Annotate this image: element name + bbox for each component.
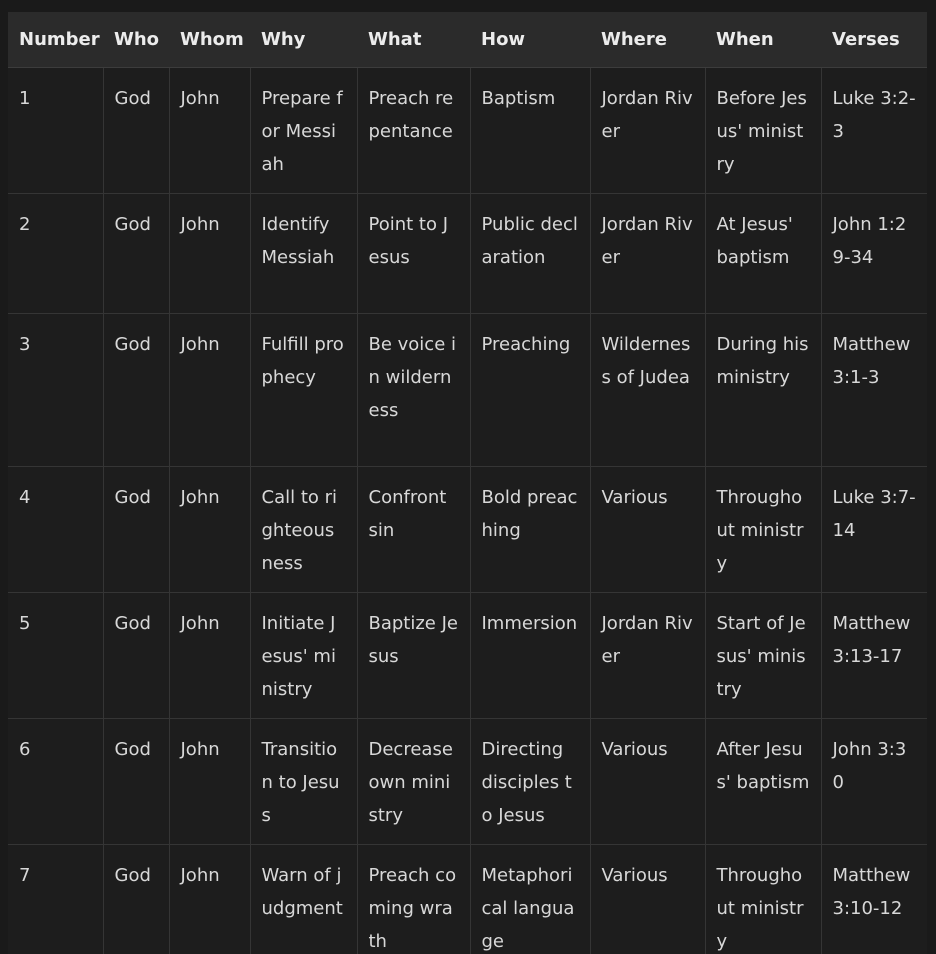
cell-who: God: [103, 467, 169, 593]
cell-how: Bold preaching: [470, 467, 590, 593]
cell-number: 5: [8, 593, 103, 719]
cell-what: Preach coming wrath: [357, 845, 470, 954]
cell-number: 6: [8, 719, 103, 845]
cell-verses: Luke 3:7-14: [821, 467, 927, 593]
cell-whom: John: [169, 845, 250, 954]
cell-how: Baptism: [470, 68, 590, 194]
cell-who: God: [103, 593, 169, 719]
cell-whom: John: [169, 719, 250, 845]
cell-when: Throughout ministry: [705, 467, 821, 593]
cell-why: Prepare for Messiah: [250, 68, 357, 194]
cell-where: Wilderness of Judea: [590, 314, 705, 467]
cell-number: 7: [8, 845, 103, 954]
data-table: [8, 12, 927, 954]
cell-whom: John: [169, 68, 250, 194]
header-cell-how: How: [470, 12, 590, 68]
cell-what: Preach repentance: [357, 68, 470, 194]
header-cell-why: Why: [250, 12, 357, 68]
cell-where: Various: [590, 719, 705, 845]
cell-what: Be voice in wilderness: [357, 314, 470, 467]
cell-number: 1: [8, 68, 103, 194]
table-row: [8, 314, 927, 467]
cell-how: Immersion: [470, 593, 590, 719]
cell-when: Start of Jesus' ministry: [705, 593, 821, 719]
cell-number: 3: [8, 314, 103, 467]
cell-why: Initiate Jesus' ministry: [250, 593, 357, 719]
cell-why: Identify Messiah: [250, 194, 357, 314]
cell-what: Point to Jesus: [357, 194, 470, 314]
cell-where: Jordan River: [590, 593, 705, 719]
cell-what: Baptize Jesus: [357, 593, 470, 719]
cell-verses: John 3:30: [821, 719, 927, 845]
cell-whom: John: [169, 593, 250, 719]
cell-whom: John: [169, 194, 250, 314]
cell-what: Confront sin: [357, 467, 470, 593]
table-row: [8, 845, 927, 954]
header-cell-whom: Whom: [169, 12, 250, 68]
cell-who: God: [103, 68, 169, 194]
cell-verses: Matthew 3:13-17: [821, 593, 927, 719]
cell-when: Throughout ministry: [705, 845, 821, 954]
cell-verses: John 1:29-34: [821, 194, 927, 314]
cell-number: 4: [8, 467, 103, 593]
cell-whom: John: [169, 467, 250, 593]
header-cell-verses: Verses: [821, 12, 927, 68]
cell-when: During his ministry: [705, 314, 821, 467]
cell-how: Public declaration: [470, 194, 590, 314]
cell-whom: John: [169, 314, 250, 467]
header-cell-number: Number: [8, 12, 103, 68]
header-cell-where: Where: [590, 12, 705, 68]
cell-where: Jordan River: [590, 194, 705, 314]
table-row: [8, 68, 927, 194]
cell-when: At Jesus' baptism: [705, 194, 821, 314]
cell-why: Fulfill prophecy: [250, 314, 357, 467]
table-container: [8, 12, 927, 954]
cell-verses: Matthew 3:10-12: [821, 845, 927, 954]
cell-when: After Jesus' baptism: [705, 719, 821, 845]
cell-who: God: [103, 845, 169, 954]
cell-when: Before Jesus' ministry: [705, 68, 821, 194]
cell-number: 2: [8, 194, 103, 314]
header-row: [8, 12, 927, 68]
table-row: [8, 467, 927, 593]
cell-verses: Luke 3:2-3: [821, 68, 927, 194]
cell-where: Various: [590, 845, 705, 954]
cell-why: Transition to Jesus: [250, 719, 357, 845]
cell-how: Directing disciples to Jesus: [470, 719, 590, 845]
cell-who: God: [103, 194, 169, 314]
cell-where: Various: [590, 467, 705, 593]
cell-how: Metaphorical language: [470, 845, 590, 954]
cell-where: Jordan River: [590, 68, 705, 194]
table-row: [8, 593, 927, 719]
cell-what: Decrease own ministry: [357, 719, 470, 845]
table-row: [8, 194, 927, 314]
cell-why: Call to righteousness: [250, 467, 357, 593]
header-cell-when: When: [705, 12, 821, 68]
cell-how: Preaching: [470, 314, 590, 467]
table-row: [8, 719, 927, 845]
cell-who: God: [103, 314, 169, 467]
header-cell-who: Who: [103, 12, 169, 68]
header-cell-what: What: [357, 12, 470, 68]
cell-who: God: [103, 719, 169, 845]
cell-why: Warn of judgment: [250, 845, 357, 954]
cell-verses: Matthew 3:1-3: [821, 314, 927, 467]
